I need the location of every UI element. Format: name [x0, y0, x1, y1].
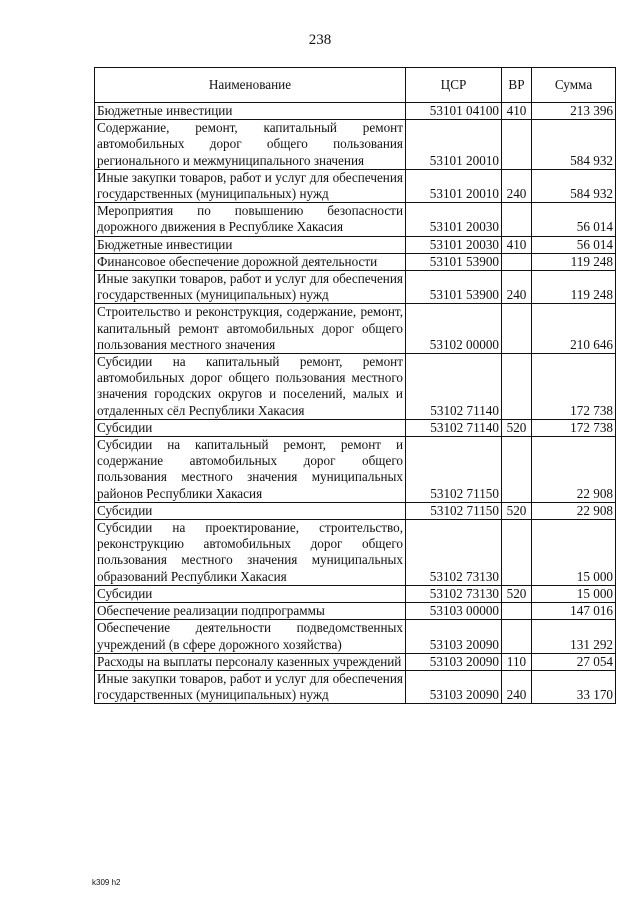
- table-body: [95, 103, 616, 704]
- cell-vr: 110: [502, 653, 532, 670]
- table-row: [95, 437, 616, 503]
- cell-vr: [502, 620, 532, 653]
- cell-vr: [502, 120, 532, 170]
- table-header: [95, 68, 616, 103]
- table-row: [95, 620, 616, 653]
- cell-csr: 53103 20090: [406, 620, 502, 653]
- budget-table: [94, 67, 616, 704]
- table-row: [95, 271, 616, 304]
- table-row: [95, 670, 616, 703]
- table-row: [95, 585, 616, 602]
- cell-vr: 240: [502, 271, 532, 304]
- cell-csr: 53102 00000: [406, 304, 502, 354]
- cell-sum: 172 738: [532, 419, 616, 436]
- cell-sum: 33 170: [532, 670, 616, 703]
- cell-csr: 53101 20030: [406, 236, 502, 253]
- cell-name: Содержание, ремонт, капитальный ремонт автомобильных дорог общего пользования регионального и межмуниципального значения: [95, 120, 406, 170]
- cell-name: Субсидии: [95, 502, 406, 519]
- cell-name: Бюджетные инвестиции: [95, 236, 406, 253]
- table-row: [95, 603, 616, 620]
- cell-vr: 520: [502, 419, 532, 436]
- cell-csr: 53102 71140: [406, 419, 502, 436]
- cell-name: Субсидии на капитальный ремонт, ремонт и содержание автомобильных дорог общего пользования местного значения муниципальных районов Республики Хакасия: [95, 437, 406, 503]
- table-row: [95, 520, 616, 586]
- cell-csr: 53101 04100: [406, 103, 502, 120]
- cell-csr: 53101 20010: [406, 169, 502, 202]
- cell-name: Иные закупки товаров, работ и услуг для обеспечения государственных (муниципальных) нужд: [95, 670, 406, 703]
- cell-csr: 53101 53900: [406, 253, 502, 270]
- cell-name: Обеспечение деятельности подведомственных учреждений (в сфере дорожного хозяйства): [95, 620, 406, 653]
- cell-name: Субсидии: [95, 419, 406, 436]
- cell-vr: 410: [502, 236, 532, 253]
- cell-name: Мероприятия по повышению безопасности дорожного движения в Республике Хакасия: [95, 203, 406, 236]
- table-row: [95, 502, 616, 519]
- cell-csr: 53101 20030: [406, 203, 502, 236]
- cell-vr: 520: [502, 502, 532, 519]
- cell-sum: 22 908: [532, 437, 616, 503]
- cell-csr: 53103 20090: [406, 670, 502, 703]
- header-sum: Сумма: [532, 68, 616, 103]
- header-vr: ВР: [502, 68, 532, 103]
- table-row: [95, 653, 616, 670]
- cell-vr: [502, 603, 532, 620]
- cell-name: Расходы на выплаты персоналу казенных учреждений: [95, 653, 406, 670]
- cell-sum: 147 016: [532, 603, 616, 620]
- cell-sum: 119 248: [532, 271, 616, 304]
- page-number: 238: [308, 32, 332, 48]
- table-row: [95, 203, 616, 236]
- header-csr: ЦСР: [406, 68, 502, 103]
- cell-name: Иные закупки товаров, работ и услуг для обеспечения государственных (муниципальных) нужд: [95, 169, 406, 202]
- table-row: [95, 169, 616, 202]
- cell-sum: 584 932: [532, 120, 616, 170]
- table-row: [95, 120, 616, 170]
- header-row: [95, 68, 616, 103]
- cell-csr: 53101 20010: [406, 120, 502, 170]
- cell-sum: 172 738: [532, 354, 616, 420]
- cell-name: Субсидии на проектирование, строительство, реконструкцию автомобильных дорог общего пользования местного значения муниципальных образований Республики Хакасия: [95, 520, 406, 586]
- cell-name: Иные закупки товаров, работ и услуг для обеспечения государственных (муниципальных) нужд: [95, 271, 406, 304]
- cell-vr: [502, 520, 532, 586]
- table-row: [95, 253, 616, 270]
- cell-vr: [502, 253, 532, 270]
- cell-csr: 53103 20090: [406, 653, 502, 670]
- cell-name: Субсидии: [95, 585, 406, 602]
- cell-sum: 15 000: [532, 520, 616, 586]
- cell-csr: 53102 71140: [406, 354, 502, 420]
- cell-csr: 53102 71150: [406, 502, 502, 519]
- table-row: [95, 236, 616, 253]
- cell-vr: 240: [502, 670, 532, 703]
- cell-sum: 131 292: [532, 620, 616, 653]
- cell-vr: [502, 437, 532, 503]
- table-row: [95, 419, 616, 436]
- cell-name: Строительство и реконструкция, содержание, ремонт, капитальный ремонт автомобильных дорог общего пользования местного значения: [95, 304, 406, 354]
- cell-sum: 56 014: [532, 236, 616, 253]
- cell-sum: 56 014: [532, 203, 616, 236]
- cell-name: Субсидии на капитальный ремонт, ремонт автомобильных дорог общего пользования местного значения городских округов и поселений, малых и отдаленных сёл Республики Хакасия: [95, 354, 406, 420]
- header-name: Наименование: [95, 68, 406, 103]
- cell-vr: 240: [502, 169, 532, 202]
- table-row: [95, 103, 616, 120]
- cell-sum: 584 932: [532, 169, 616, 202]
- cell-sum: 119 248: [532, 253, 616, 270]
- table-row: [95, 304, 616, 354]
- cell-csr: 53102 73130: [406, 585, 502, 602]
- cell-csr: 53101 53900: [406, 271, 502, 304]
- cell-sum: 210 646: [532, 304, 616, 354]
- cell-csr: 53103 00000: [406, 603, 502, 620]
- cell-sum: 15 000: [532, 585, 616, 602]
- footer-code: k309 h2: [92, 878, 121, 887]
- table-row: [95, 354, 616, 420]
- cell-vr: [502, 304, 532, 354]
- cell-name: Бюджетные инвестиции: [95, 103, 406, 120]
- cell-name: Обеспечение реализации подпрограммы: [95, 603, 406, 620]
- cell-sum: 27 054: [532, 653, 616, 670]
- cell-sum: 213 396: [532, 103, 616, 120]
- cell-csr: 53102 73130: [406, 520, 502, 586]
- cell-vr: 520: [502, 585, 532, 602]
- cell-name: Финансовое обеспечение дорожной деятельности: [95, 253, 406, 270]
- cell-csr: 53102 71150: [406, 437, 502, 503]
- cell-sum: 22 908: [532, 502, 616, 519]
- cell-vr: [502, 203, 532, 236]
- cell-vr: 410: [502, 103, 532, 120]
- cell-vr: [502, 354, 532, 420]
